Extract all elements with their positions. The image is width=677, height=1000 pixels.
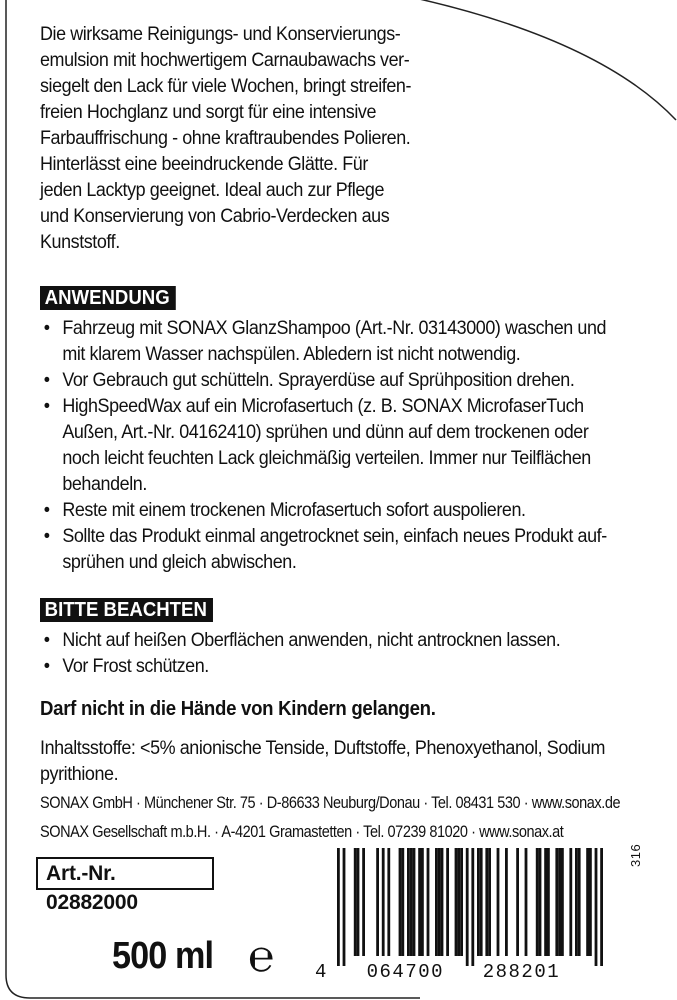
company-line-de: SONAX GmbH · Münchener Str. 75 · D-86633 Neuburg/Donau · Tel. 08431 530 · www.sonax.de (40, 794, 621, 812)
beachten-list (40, 628, 617, 680)
barcode-bar (516, 848, 519, 956)
child-warning: Darf nicht in die Hände von Kindern gelangen. (40, 698, 436, 720)
barcode-bar (343, 848, 346, 966)
anwendung-item: • Reste mit einem trockenen Microfasertuch sofort auspolieren. (40, 498, 617, 524)
label-text-block (40, 22, 608, 788)
barcode-bar (376, 848, 379, 956)
barcode-bar (466, 848, 469, 966)
barcode-bar (589, 848, 592, 956)
barcode-bar (569, 848, 572, 956)
anwendung-item: • HighSpeedWax auf ein Microfasertuch (z. B. SONAX MicrofaserTuch Außen, Art.-Nr. 04162410) sprühen und dünn auf dem trockenen oder noch leicht feuchten Lack gleichmäßig verteilen. Immer nur Teilflächen behandeln. (40, 394, 617, 498)
beachten-item: • Vor Frost schützen. (40, 654, 617, 680)
barcode-bar (421, 848, 424, 956)
beachten-item: • Nicht auf heißen Oberflächen anwenden, nicht antrocknen lassen. (40, 628, 617, 654)
barcode-bar (586, 848, 589, 956)
article-number-box: Art.-Nr. 02882000 (36, 857, 214, 890)
barcode-bar (435, 848, 438, 956)
barcode-bar (382, 848, 385, 956)
barcode-bar (438, 848, 441, 956)
company-line-at: SONAX Gesellschaft m.b.H. · A-4201 Gramastetten · Tel. 07239 81020 · www.sonax.at (40, 823, 564, 841)
barcode-bar (561, 848, 564, 956)
barcode-bar (485, 848, 488, 956)
anwendung-item: • Sollte das Produkt einmal angetrocknet sein, einfach neues Produkt aufsprühen und gleich abwischen. (40, 524, 617, 576)
barcode-bar (555, 848, 558, 956)
barcode-bar (558, 848, 561, 956)
barcode-bar (354, 848, 357, 956)
estimated-sign-icon: ℮ (248, 932, 275, 981)
barcode-bar (357, 848, 360, 956)
barcode-bar (460, 848, 463, 956)
barcode-bar (544, 848, 547, 956)
barcode-bar (471, 848, 474, 966)
barcode-bar (480, 848, 483, 956)
barcode-bar (595, 848, 598, 966)
barcode-digits: 4 064700 288201 (315, 961, 561, 983)
batch-code: 316 (628, 843, 643, 867)
barcode-bar (399, 848, 402, 956)
barcode-bar (477, 848, 480, 956)
barcode-bar (407, 848, 410, 956)
barcode-bar (488, 848, 491, 956)
barcode-bar (446, 848, 449, 956)
barcode-bar (525, 848, 528, 956)
barcode-bar (575, 848, 578, 956)
barcode-bar (505, 848, 508, 956)
barcode-bar (539, 848, 542, 956)
barcode-bar (536, 848, 539, 956)
product-description: Die wirksame Reinigungs- und Konservierungsemulsion mit hochwertigem Carnaubawachs versiegelt den Lack für viele Wochen, bringt streifenfreien Hochglanz und sorgt für eine intensive Farbauffrischung - ohne kraftraubendes Polieren. Hinterlässt eine beeindruckende Glätte. Für jeden Lacktyp geeignet. Ideal auch zur Pflege und Konservierung von Cabrio-Verdecken aus Kunststoff. (40, 24, 412, 253)
ingredients: Inhaltsstoffe: <5% anionische Tenside, Duftstoffe, Phenoxyethanol, Sodium pyrithione. (40, 738, 606, 785)
barcode-bar (547, 848, 550, 956)
barcode-bar (413, 848, 416, 956)
company-info (40, 789, 674, 847)
barcode-bar (578, 848, 581, 956)
barcode-bar (600, 848, 603, 966)
barcode-bar (337, 848, 340, 966)
barcode-bar (418, 848, 421, 956)
barcode-bar (497, 848, 500, 956)
barcode-bar (457, 848, 460, 956)
anwendung-list (40, 316, 617, 576)
anwendung-heading: ANWENDUNG (40, 286, 176, 310)
barcode-bar (441, 848, 444, 956)
anwendung-item: • Fahrzeug mit SONAX GlanzShampoo (Art.-Nr. 03143000) waschen und mit klarem Wasser nachspülen. Abledern ist nicht notwendig. (40, 316, 617, 368)
barcode-bar (362, 848, 365, 956)
anwendung-item: • Vor Gebrauch gut schütteln. Sprayerdüse auf Sprühposition drehen. (40, 368, 617, 394)
volume: 500 ml (112, 935, 214, 977)
barcode-bar (401, 848, 404, 956)
barcode-bar (455, 848, 458, 956)
beachten-heading: BITTE BEACHTEN (40, 598, 213, 622)
barcode (337, 848, 605, 966)
barcode-bar (387, 848, 390, 956)
barcode-bar (410, 848, 413, 956)
barcode-bar (427, 848, 430, 956)
